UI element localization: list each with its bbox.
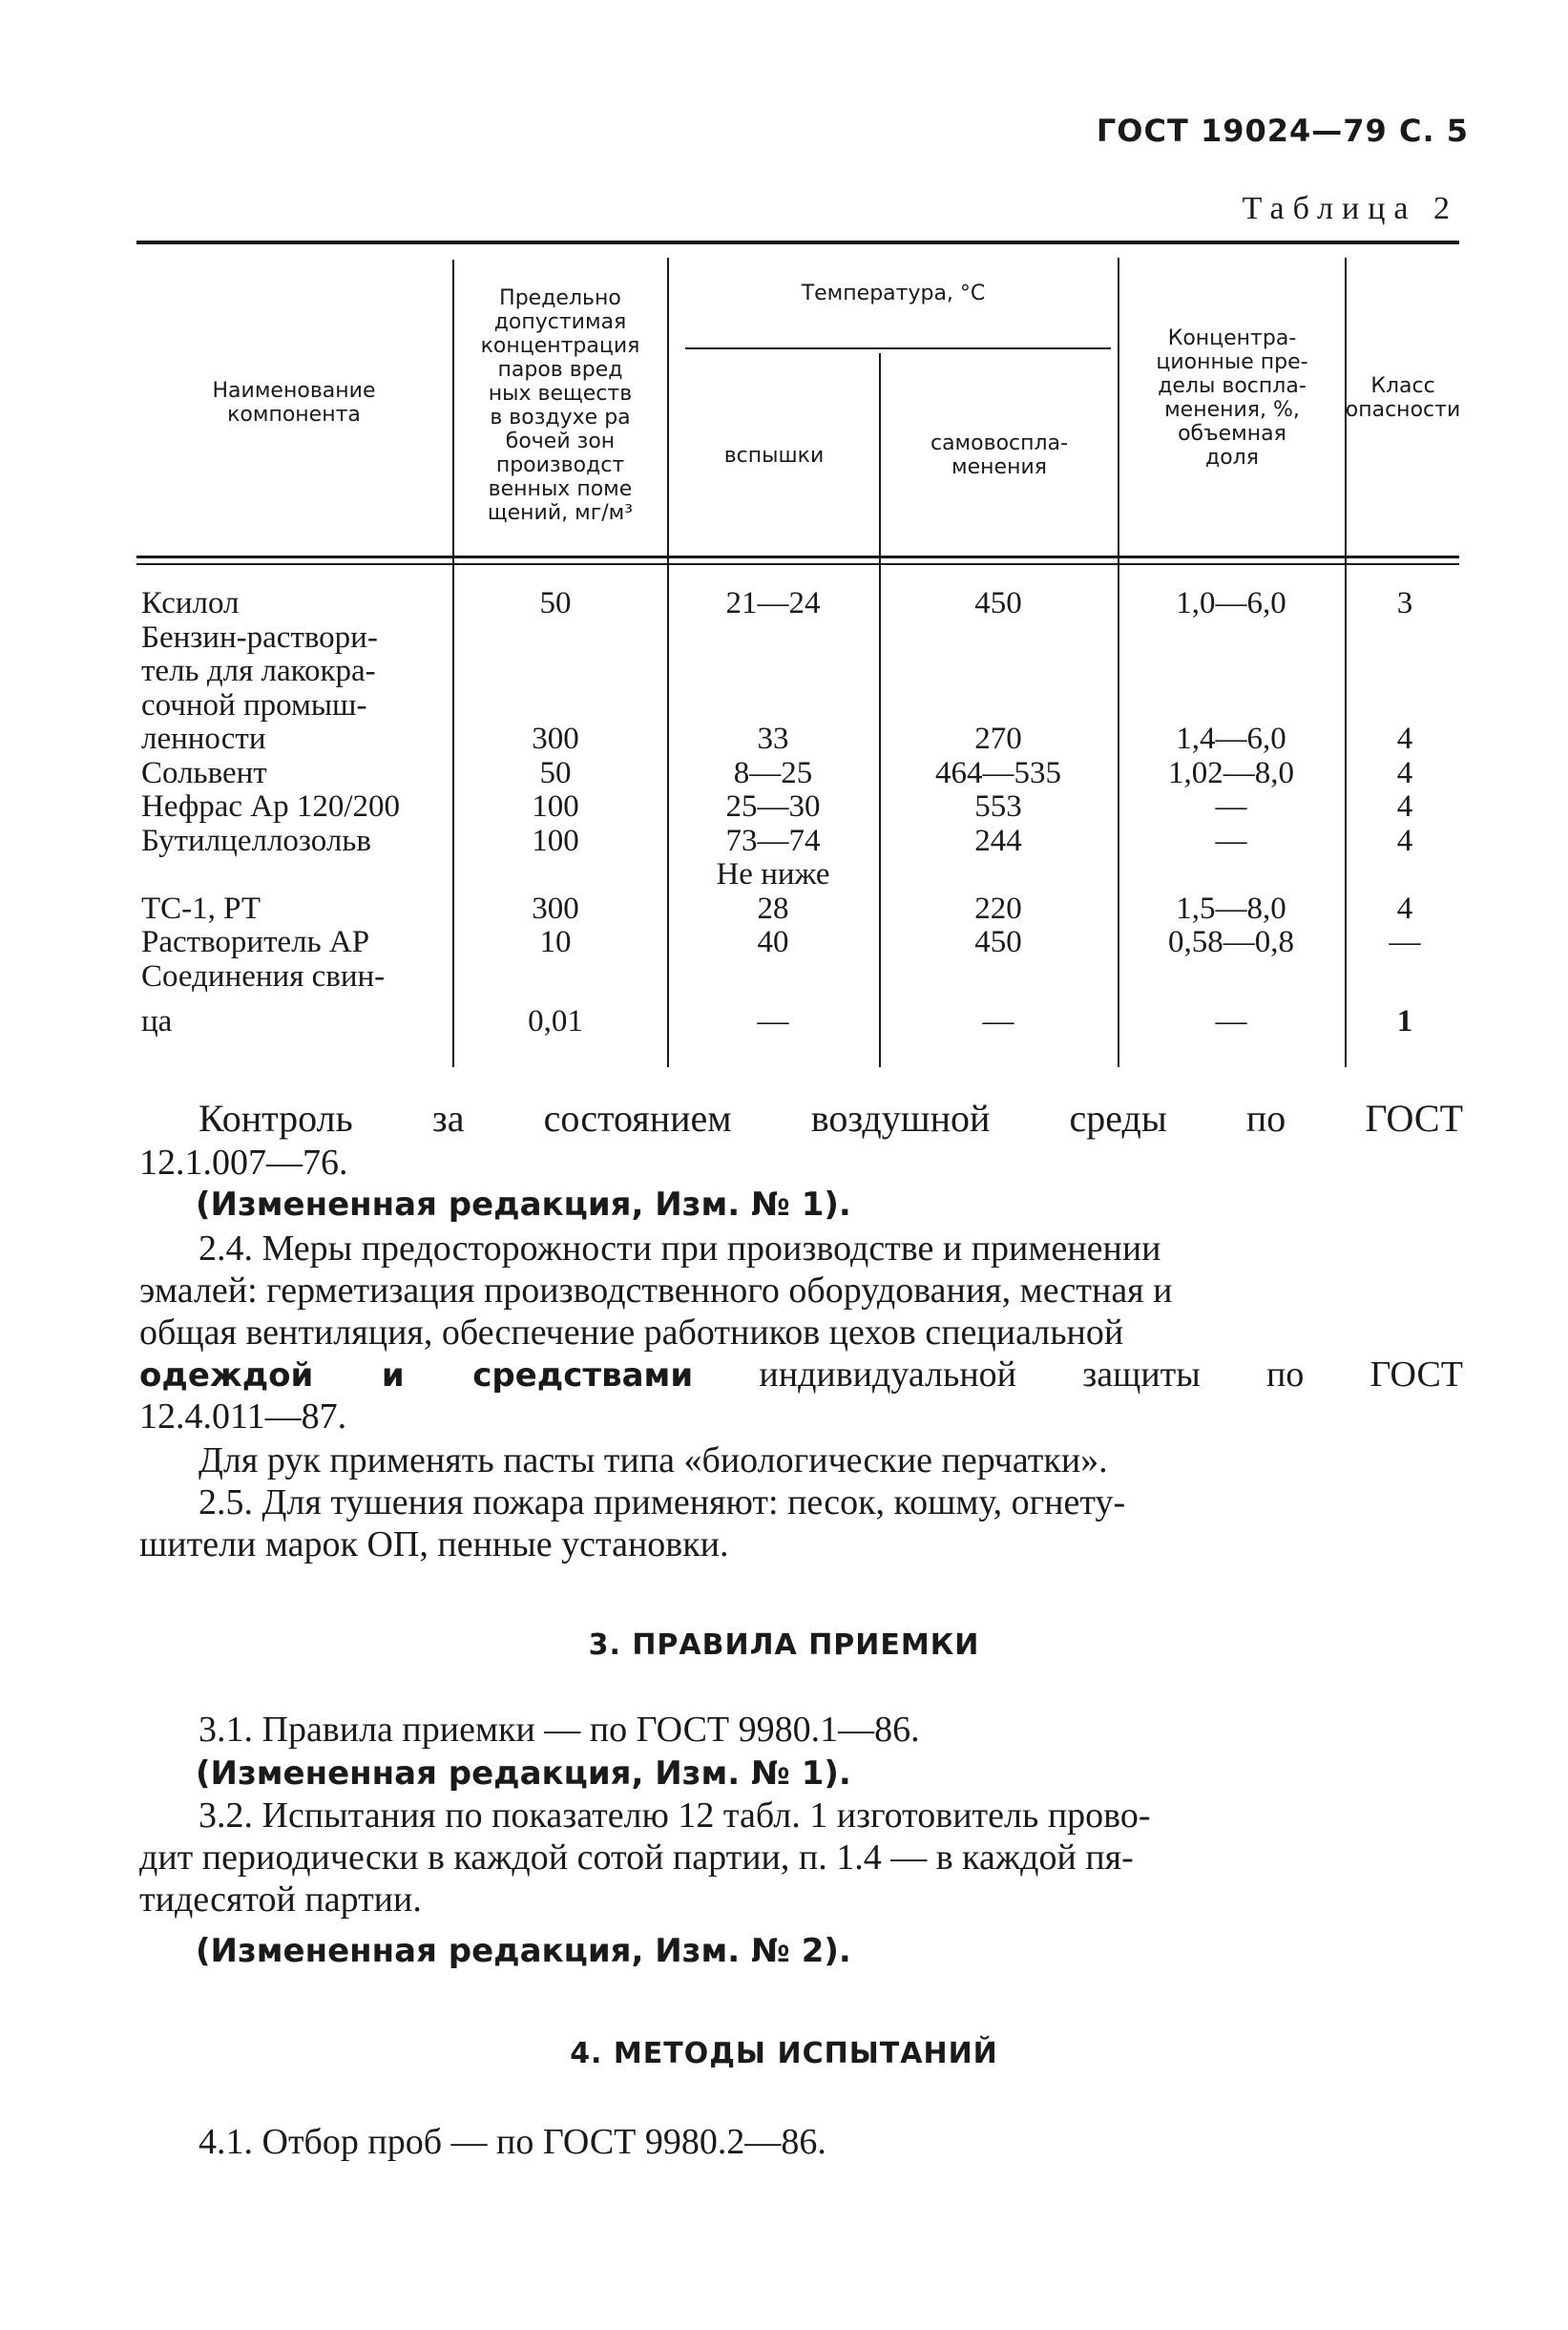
control-word: состоянием: [543, 1097, 732, 1140]
paragraph-3-2-line-3: тидесятой партии.: [139, 1879, 422, 1920]
cell-name: Ксилол: [141, 586, 240, 620]
cell-flash-point: 21—24: [725, 586, 821, 620]
header-self-ignition: самовоспла- менения: [930, 431, 1069, 479]
control-word: воздушной: [810, 1097, 991, 1140]
cell-concentration: [457, 620, 654, 655]
table-header-rule-secondary: [136, 563, 1459, 565]
bold-phrase: одеждой и средствами: [139, 1356, 694, 1395]
cell-hazard-class: [1350, 688, 1459, 723]
paragraph-2-4-line-4-rest: индивидуальной защиты по ГОСТ: [759, 1354, 1464, 1395]
cell-self-ignition: [883, 654, 1114, 688]
cell-hazard-class: 1: [1396, 1004, 1413, 1039]
cell-concentration: 10: [539, 925, 572, 959]
control-word: за: [431, 1097, 465, 1140]
cell-limits: [1123, 857, 1339, 892]
header-flash: вспышки: [723, 443, 825, 468]
amendment-note-2: (Измененная редакция, Изм. № 1).: [196, 1754, 851, 1793]
cell-limits: —: [1215, 789, 1247, 824]
cell-flash-point: 25—30: [725, 789, 821, 824]
cell-name: Бутилцеллозольв: [141, 823, 371, 858]
header-temperature: Температура, °С: [801, 281, 986, 305]
hands-note: Для рук применять пасты типа «биологические перчатки».: [199, 1440, 1108, 1480]
cell-hazard-class: 4: [1396, 823, 1413, 858]
cell-name: [141, 857, 447, 892]
cell-flash-point: 28: [757, 891, 789, 926]
cell-name: Сольвент: [141, 755, 267, 790]
cell-name: Растворитель АР: [141, 925, 370, 959]
cell-hazard-class: 4: [1396, 755, 1413, 790]
cell-hazard-class: [1350, 959, 1459, 994]
cell-limits: [1123, 654, 1339, 688]
cell-flash-point: 73—74: [725, 823, 821, 858]
cell-flash-point: —: [757, 1004, 789, 1039]
paragraph-2-4-line-1: 2.4. Меры предосторожности при производстве и применении: [199, 1228, 1161, 1269]
cell-self-ignition: 464—535: [935, 755, 1061, 790]
cell-concentration: 100: [532, 823, 579, 858]
table-row: [136, 925, 1459, 959]
cell-self-ignition: [883, 688, 1114, 723]
cell-concentration: [457, 857, 654, 892]
cell-name: тель для лакокра-: [141, 654, 376, 688]
table-header-rule: [136, 556, 1459, 558]
table-row: [136, 654, 1459, 688]
cell-self-ignition: 450: [974, 586, 1022, 620]
cell-self-ignition: 270: [974, 722, 1022, 756]
control-line: [199, 1098, 1463, 1140]
cell-self-ignition: 450: [974, 925, 1022, 959]
paragraph-3-2-line-2: дит периодически в каждой сотой партии, п. 1.4 — в каждой пя-: [139, 1837, 1134, 1878]
cell-concentration: [457, 959, 654, 994]
cell-limits: 1,0—6,0: [1176, 586, 1286, 620]
cell-flash-point: 33: [757, 722, 789, 756]
cell-self-ignition: 553: [974, 789, 1022, 824]
cell-name: Бензин-раствори-: [141, 619, 378, 655]
table-row: [136, 857, 1459, 892]
cell-self-ignition: 244: [974, 823, 1022, 858]
cell-flash-point: 8—25: [733, 755, 813, 790]
paragraph-3-2-line-1: 3.2. Испытания по показателю 12 табл. 1 изготовитель прово-: [199, 1795, 1151, 1836]
cell-limits: 1,02—8,0: [1168, 755, 1294, 790]
cell-hazard-class: [1350, 620, 1459, 655]
control-word: Контроль: [199, 1097, 353, 1140]
table-row: [136, 1004, 1459, 1039]
cell-hazard-class: 4: [1396, 891, 1413, 926]
cell-flash-point: [671, 959, 875, 994]
header-concentration: Предельно допустимая концентрация паров вред ных веществ в воздухе ра бочей зон производст венных поме щений, мг/м³: [480, 286, 640, 525]
cell-concentration: 100: [532, 789, 579, 824]
paragraph-4-1: 4.1. Отбор проб — по ГОСТ 9980.2—86.: [199, 2122, 826, 2162]
paragraph-3-1: 3.1. Правила приемки — по ГОСТ 9980.1—86.: [199, 1710, 920, 1750]
cell-hazard-class: —: [1389, 925, 1421, 959]
cell-self-ignition: [883, 959, 1114, 994]
cell-flash-point: 40: [757, 925, 789, 959]
cell-limits: —: [1215, 1004, 1247, 1039]
cell-self-ignition: —: [982, 1004, 1014, 1039]
cell-hazard-class: [1350, 857, 1459, 892]
amendment-note-3: (Измененная редакция, Изм. № 2).: [196, 1932, 851, 1970]
cell-limits: [1123, 688, 1339, 723]
page-header: ГОСТ 19024—79 С. 5: [1096, 113, 1469, 149]
table-row: [136, 756, 1459, 790]
cell-concentration: 300: [532, 891, 579, 926]
control-line-2: 12.1.007—76.: [139, 1143, 348, 1183]
paragraph-2-5-line-1: 2.5. Для тушения пожара применяют: песок, кошму, огнету-: [199, 1482, 1126, 1522]
table-row: [136, 586, 1459, 620]
header-limits: Концентра- ционные пре- делы воспла- менения, %, объемная доля: [1156, 326, 1308, 470]
cell-concentration: 300: [532, 722, 579, 756]
table-row: [136, 789, 1459, 824]
amendment-note-1: (Измененная редакция, Изм. № 1).: [196, 1186, 851, 1224]
control-word: ГОСТ: [1365, 1097, 1464, 1140]
table-row: [136, 824, 1459, 858]
cell-name: Соединения свин-: [141, 958, 386, 994]
temperature-header-rule: [685, 347, 1111, 349]
table-row: [136, 722, 1459, 756]
cell-flash-point: [671, 688, 875, 723]
cell-concentration: 50: [539, 755, 572, 790]
control-word: по: [1245, 1097, 1286, 1140]
cell-limits: —: [1215, 823, 1247, 858]
cell-name: ленности: [141, 722, 266, 756]
cell-limits: 1,4—6,0: [1176, 722, 1286, 756]
cell-concentration: 50: [539, 586, 572, 620]
control-word: среды: [1069, 1097, 1167, 1140]
hazard-table: [136, 241, 1459, 1071]
table-row: [136, 959, 1459, 994]
table-row: [136, 688, 1459, 723]
table-row: [136, 620, 1459, 655]
cell-hazard-class: [1350, 654, 1459, 688]
paragraph-2-5-line-2: шители марок ОП, пенные установки.: [139, 1524, 729, 1564]
cell-limits: [1123, 620, 1339, 655]
cell-hazard-class: 4: [1396, 722, 1413, 756]
cell-concentration: [457, 654, 654, 688]
cell-self-ignition: 220: [974, 891, 1022, 926]
cell-limits: 0,58—0,8: [1168, 925, 1294, 959]
paragraph-2-4-line-4: [139, 1354, 1463, 1396]
cell-name: ТС-1, РТ: [141, 891, 261, 926]
cell-limits: 1,5—8,0: [1176, 891, 1286, 926]
cell-flash-point: Не ниже: [716, 857, 830, 892]
cell-limits: [1123, 959, 1339, 994]
header-name: Наименование компонента: [212, 379, 376, 427]
cell-flash-point: [671, 620, 875, 655]
cell-hazard-class: 4: [1396, 789, 1413, 824]
cell-concentration: 0,01: [528, 1004, 583, 1039]
paragraph-2-4-line-3: общая вентиляция, обеспечение работников цехов специальной: [139, 1312, 1124, 1353]
section-4-title: 4. МЕТОДЫ ИСПЫТАНИЙ: [570, 2037, 998, 2070]
table-row: [136, 892, 1459, 926]
cell-concentration: [457, 688, 654, 723]
paragraph-2-4-line-2: эмалей: герметизация производственного оборудования, местная и: [139, 1270, 1173, 1311]
cell-flash-point: [671, 654, 875, 688]
paragraph-2-4-line-5: 12.4.011—87.: [139, 1396, 347, 1437]
cell-self-ignition: [883, 857, 1114, 892]
header-hazard-class: Класс опасности: [1345, 374, 1461, 422]
table-caption: Таблица 2: [1242, 191, 1458, 226]
cell-name: сочной промыш-: [141, 687, 367, 723]
cell-name: ца: [141, 1004, 173, 1039]
section-3-title: 3. ПРАВИЛА ПРИЕМКИ: [588, 1628, 980, 1662]
cell-hazard-class: 3: [1396, 586, 1413, 620]
table-top-rule: [136, 241, 1459, 244]
cell-name: Нефрас Ар 120/200: [141, 789, 401, 824]
cell-self-ignition: [883, 620, 1114, 655]
